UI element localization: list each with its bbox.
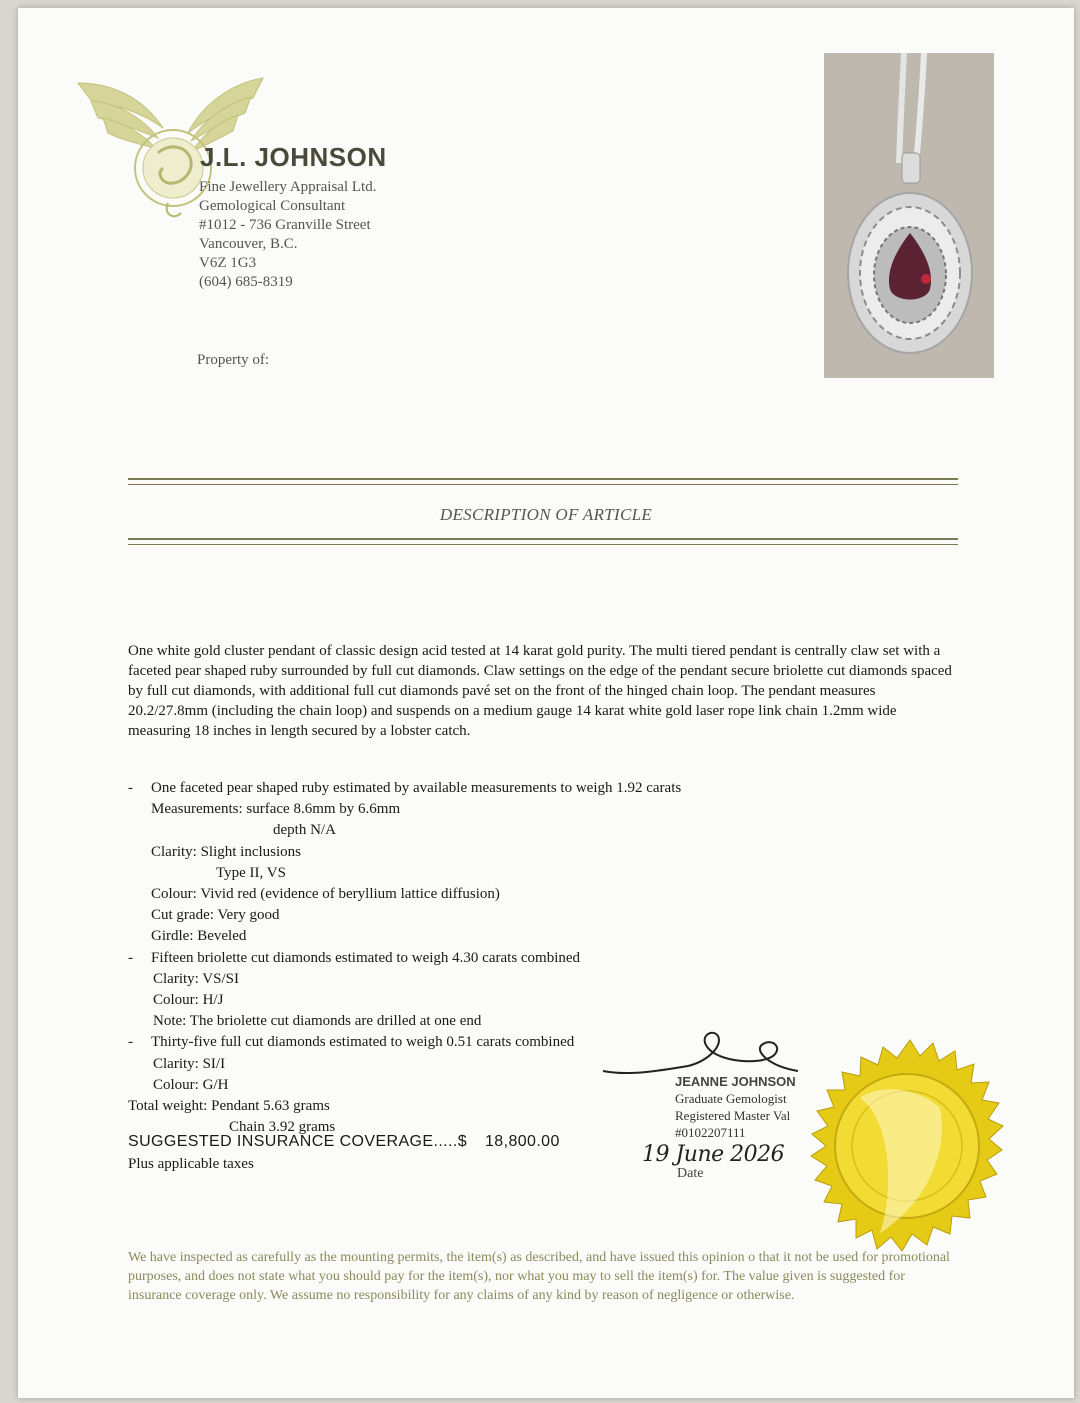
- signatory-title: Registered Master Val: [675, 1108, 791, 1123]
- fullcut-colour: Colour: G/H: [153, 1076, 229, 1093]
- signatory-title: Graduate Gemologist: [675, 1091, 787, 1106]
- ruby-cut: Cut grade: Very good: [151, 907, 280, 924]
- firm-line: Vancouver, B.C.: [199, 236, 298, 252]
- signatory-name: JEANNE JOHNSON: [675, 1074, 796, 1089]
- ruby-measurements: Measurements: surface 8.6mm by 6.6mm: [151, 801, 401, 818]
- gold-seal-icon: [800, 1038, 1020, 1263]
- firm-line: (604) 685-8319: [199, 274, 293, 290]
- date-label: Date: [677, 1166, 704, 1181]
- briolette-note: Note: The briolette cut diamonds are drilled at one end: [153, 1013, 482, 1030]
- firm-line: #1012 - 736 Granville Street: [199, 217, 371, 233]
- briolette-heading: - Fifteen briolette cut diamonds estimated to weigh 4.30 carats combined: [128, 949, 581, 966]
- coverage-amount: 18,800.00: [485, 1133, 560, 1150]
- firm-line: Fine Jewellery Appraisal Ltd.: [199, 179, 377, 195]
- fullcut-clarity: Clarity: SI/I: [153, 1055, 226, 1072]
- ruby-heading: - One faceted pear shaped ruby estimated by available measurements to weigh 1.92 carats: [128, 780, 682, 796]
- taxes-note: Plus applicable taxes: [128, 1156, 254, 1172]
- bottom-rule: [128, 538, 958, 545]
- pendant-photo: [824, 53, 994, 378]
- ruby-depth: depth N/A: [273, 822, 336, 839]
- briolette-clarity: Clarity: VS/SI: [153, 970, 239, 987]
- ruby-clarity: Clarity: Slight inclusions: [151, 843, 302, 860]
- ruby-colour: Colour: Vivid red (evidence of beryllium lattice diffusion): [151, 886, 500, 903]
- top-rule: [128, 478, 958, 485]
- fullcut-heading: - Thirty-five full cut diamonds estimated to weigh 0.51 carats combined: [128, 1034, 575, 1051]
- firm-line: Gemological Consultant: [199, 198, 346, 214]
- article-description: One white gold cluster pendant of classic design acid tested at 14 karat gold purity. The multi tiered pendant is centrally claw set with a faceted pear shaped ruby surrounded by full cut diamonds. Claw settings on the edge of the pendant secure briolette cut diamonds spaced by full cut diamonds, with additional full cut diamonds pavé set on the front of the hinged chain loop. The pendant measures 20.2/27.8mm (including the chain loop) and suspends on a medium gauge 14 karat white gold laser rope link chain 1.2mm wide measuring 18 inches in length secured by a lobster catch.: [128, 643, 952, 739]
- property-label: Property of:: [197, 352, 270, 368]
- ruby-girdle: Girdle: Beveled: [151, 928, 247, 945]
- description-title: DESCRIPTION OF ARTICLE: [439, 505, 653, 524]
- coverage-label: SUGGESTED INSURANCE COVERAGE.....$: [128, 1133, 467, 1150]
- briolette-colour: Colour: H/J: [153, 992, 224, 1009]
- total-weight-chain: Chain 3.92 grams: [229, 1119, 336, 1136]
- insurance-coverage: [128, 1133, 560, 1151]
- disclaimer: We have inspected as carefully as the mounting permits, the item(s) as described, and have issued this opinion o that it not be used for promotional purposes, and does not state what you should pay for the item(s), nor what you may to sell the item(s) for. The value given is suggested for insurance coverage only. We assume no responsibility for any claims of any kind by reason of negligence or otherwise.: [128, 1250, 950, 1303]
- appraisal-document: [18, 8, 1074, 1398]
- ruby-type: Type II, VS: [216, 864, 286, 881]
- signatory-block: [675, 1073, 796, 1141]
- signatory-number: #0102207111: [675, 1125, 746, 1140]
- firm-address: [199, 178, 376, 292]
- firm-line: V6Z 1G3: [199, 255, 257, 271]
- firm-name: J.L. JOHNSON: [200, 142, 387, 172]
- total-weight-pendant: Total weight: Pendant 5.63 grams: [128, 1098, 330, 1115]
- handwritten-date: 19 June 2026: [642, 1142, 785, 1167]
